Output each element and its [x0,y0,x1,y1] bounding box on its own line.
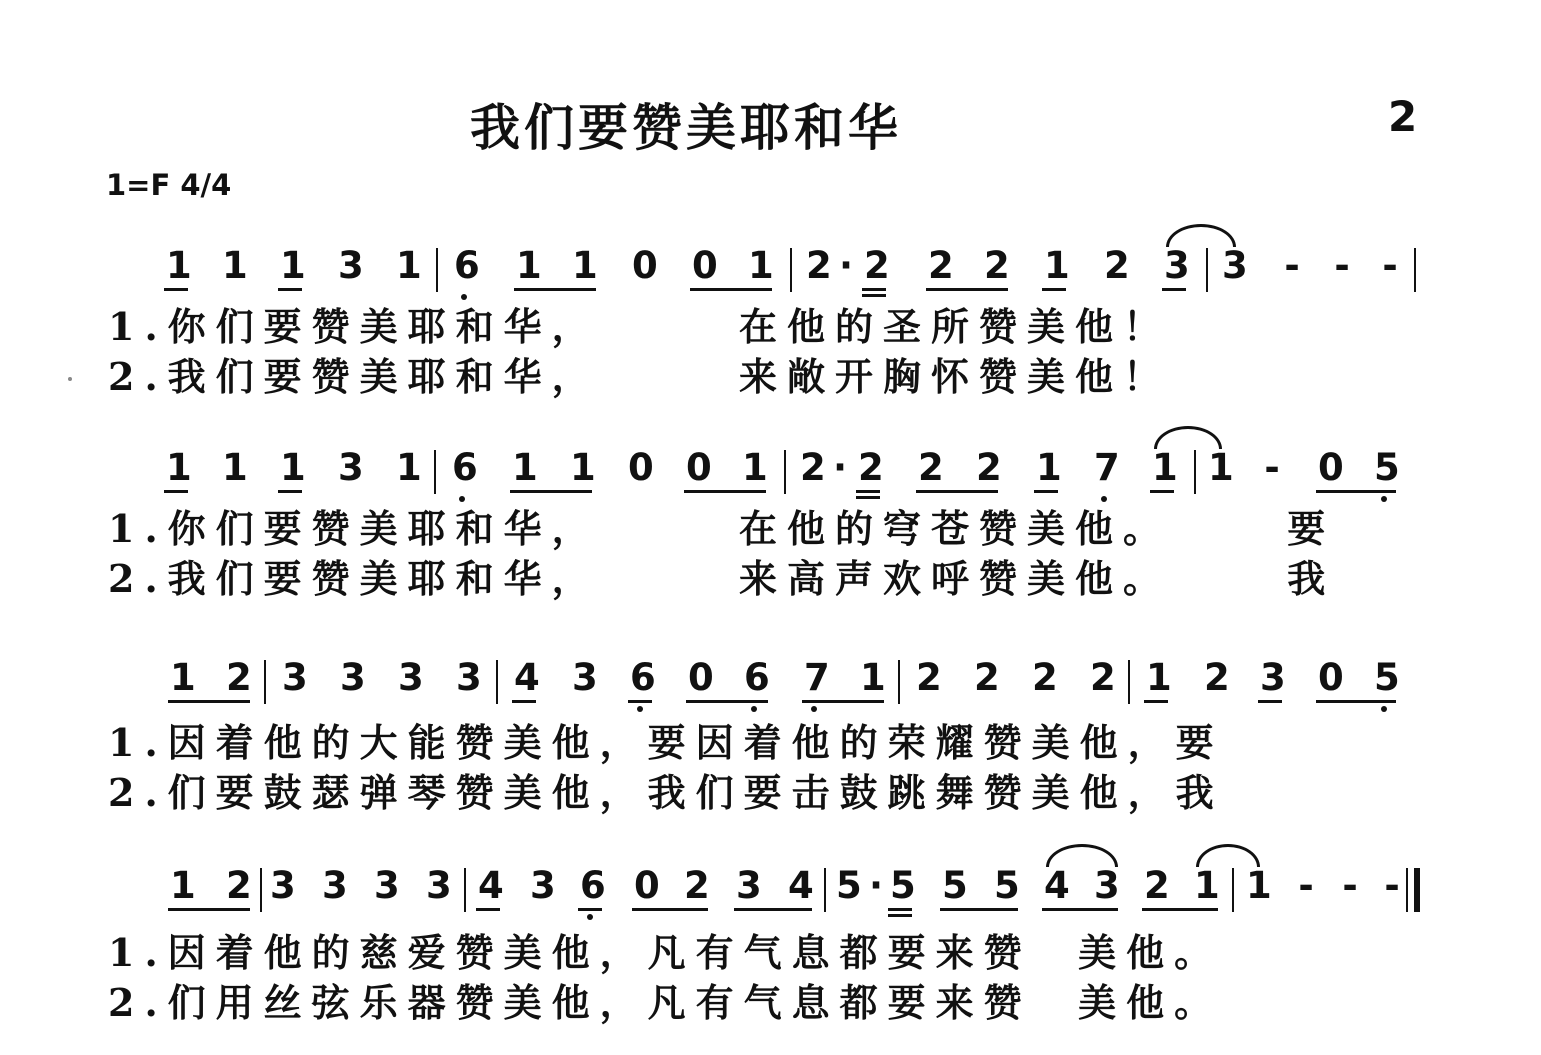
eighth-underline [1144,700,1168,703]
eighth-underline [168,908,250,911]
barline [824,868,826,912]
page-number: 2 [1388,92,1418,141]
note: 3 [1164,244,1190,287]
eighth-underline [734,908,812,911]
note: 2 [984,244,1010,287]
eighth-underline [278,288,302,291]
note: 1 [222,244,248,287]
note: 3 [572,656,598,699]
eighth-underline [1042,288,1066,291]
eighth-underline [802,700,884,703]
note: 5 [1374,446,1400,489]
note: 2 [918,446,944,489]
eighth-underline [926,288,1008,291]
note-dot: · [832,446,848,489]
system-1 [0,238,1541,428]
note-line [0,858,1541,918]
eighth-underline [476,908,500,911]
tie [1196,844,1260,867]
eighth-underline [512,700,536,703]
barline [496,660,498,704]
lyric-verse-2: 2.们用丝弦乐器赞美他，凡有气息都要来赞 美他。 [108,980,1223,1025]
dash: - [1264,446,1280,489]
tie [1046,844,1118,867]
lyric-verse-1: 1.因着他的慈爱赞美他，凡有气息都要来赞 美他。 [108,930,1223,975]
barline [264,660,266,704]
note: 6 [454,244,480,287]
note: 0 [632,244,658,287]
eighth-underline [632,908,708,911]
note: 1 [170,864,196,907]
system-2 [0,440,1541,630]
note: 3 [456,656,482,699]
note: 2 [974,656,1000,699]
note: 3 [338,446,364,489]
note: 1 [222,446,248,489]
eighth-underline [628,700,652,703]
note: 4 [514,656,540,699]
note: 1 [1036,446,1062,489]
note: 2 [806,244,832,287]
note: 5 [994,864,1020,907]
note: 6 [744,656,770,699]
note: 2 [1204,656,1230,699]
eighth-underline [684,490,766,493]
low-octave-dot [1381,706,1387,712]
eighth-underline [686,700,768,703]
eighth-underline [510,490,592,493]
barline [1128,660,1130,704]
note: 5 [942,864,968,907]
note: 0 [1318,656,1344,699]
tie [1166,224,1236,247]
key-signature: 1=F 4/4 [106,168,232,202]
note: 3 [736,864,762,907]
note: 1 [742,446,768,489]
note: 1 [396,244,422,287]
eighth-underline [578,908,602,911]
system-3 [0,650,1541,840]
note: 1 [516,244,542,287]
note: 2 [800,446,826,489]
note: 1 [170,656,196,699]
note: 1 [396,446,422,489]
note: 0 [692,244,718,287]
note: 5 [836,864,862,907]
note: 5 [890,864,916,907]
note: 3 [340,656,366,699]
note: 4 [1044,864,1070,907]
low-octave-dot [1381,496,1387,502]
note: 3 [1094,864,1120,907]
eighth-underline [888,908,912,911]
note: 3 [426,864,452,907]
note: 2 [916,656,942,699]
note: 7 [1094,446,1120,489]
note-line [0,650,1541,710]
barline [898,660,900,704]
eighth-underline [514,288,596,291]
note: 3 [338,244,364,287]
note: 3 [1260,656,1286,699]
sixteenth-underline [888,914,912,917]
note: 1 [1146,656,1172,699]
barline [436,248,438,292]
dash: - [1384,864,1400,907]
barline [464,868,466,912]
note: 1 [166,446,192,489]
note: 3 [282,656,308,699]
eighth-underline [1316,490,1396,493]
note: 4 [788,864,814,907]
note: 3 [374,864,400,907]
note: 3 [1222,244,1248,287]
note: 1 [572,244,598,287]
eighth-underline [856,490,880,493]
note: 2 [1090,656,1116,699]
barline [434,450,436,494]
note: 6 [580,864,606,907]
eighth-underline [164,288,188,291]
eighth-underline [940,908,1018,911]
barline [790,248,792,292]
note-line [0,238,1541,298]
song-title: 我们要赞美耶和华 [470,99,902,157]
eighth-underline [916,490,998,493]
note: 1 [748,244,774,287]
note: 0 [628,446,654,489]
note: 1 [166,244,192,287]
tie [1154,426,1222,449]
eighth-underline [1150,490,1174,493]
note: 7 [804,656,830,699]
note-line [0,440,1541,500]
eighth-underline [1162,288,1186,291]
note: 2 [684,864,710,907]
note: 4 [478,864,504,907]
note: 1 [1208,446,1234,489]
note: 1 [1044,244,1070,287]
note: 1 [280,446,306,489]
note: 2 [864,244,890,287]
dash: - [1382,244,1398,287]
note-dot: · [868,864,884,907]
lyric-verse-1: 1.你们要赞美耶和华， 在他的穹苍赞美他。 要 [108,506,1336,551]
note: 0 [634,864,660,907]
note: 3 [398,656,424,699]
barline [1414,248,1416,292]
note: 1 [280,244,306,287]
dash: - [1342,864,1358,907]
dash: - [1334,244,1350,287]
dash: - [1298,864,1314,907]
eighth-underline [1034,490,1058,493]
final-barline-thin [1406,868,1408,912]
note-dot: · [838,244,854,287]
note: 1 [860,656,886,699]
eighth-underline [1316,700,1396,703]
eighth-underline [862,288,886,291]
dash: - [1284,244,1300,287]
note: 2 [226,656,252,699]
note: 6 [630,656,656,699]
note: 0 [688,656,714,699]
barline [1194,450,1196,494]
lyric-verse-1: 1.你们要赞美耶和华， 在他的圣所赞美他！ [108,304,1172,349]
lyric-verse-2: 2.我们要赞美耶和华， 来敞开胸怀赞美他！ [108,354,1172,399]
note: 2 [928,244,954,287]
eighth-underline [164,490,188,493]
note: 2 [1144,864,1170,907]
system-4 [0,858,1541,1048]
note: 3 [270,864,296,907]
barline [784,450,786,494]
eighth-underline [168,700,250,703]
note: 6 [452,446,478,489]
note: 3 [322,864,348,907]
eighth-underline [1258,700,1282,703]
note: 0 [686,446,712,489]
lyric-verse-1: 1.因着他的大能赞美他，要因着他的荣耀赞美他，要 [108,720,1224,765]
note: 1 [512,446,538,489]
eighth-underline [1142,908,1218,911]
eighth-underline [278,490,302,493]
final-barline-thick [1414,868,1420,912]
note: 0 [1318,446,1344,489]
note: 2 [1032,656,1058,699]
eighth-underline [1042,908,1118,911]
note: 2 [976,446,1002,489]
lyric-verse-2: 2.们要鼓瑟弹琴赞美他，我们要击鼓跳舞赞美他，我 [108,770,1224,815]
note: 1 [1152,446,1178,489]
low-octave-dot [587,914,593,920]
note: 1 [1246,864,1272,907]
note: 3 [530,864,556,907]
barline [1232,868,1234,912]
note: 2 [858,446,884,489]
barline [1206,248,1208,292]
note: 2 [1104,244,1130,287]
note: 1 [570,446,596,489]
note: 5 [1374,656,1400,699]
lyric-verse-2: 2.我们要赞美耶和华， 来高声欢呼赞美他。 我 [108,556,1336,601]
barline [260,868,262,912]
eighth-underline [690,288,772,291]
note: 1 [1194,864,1220,907]
note: 2 [226,864,252,907]
